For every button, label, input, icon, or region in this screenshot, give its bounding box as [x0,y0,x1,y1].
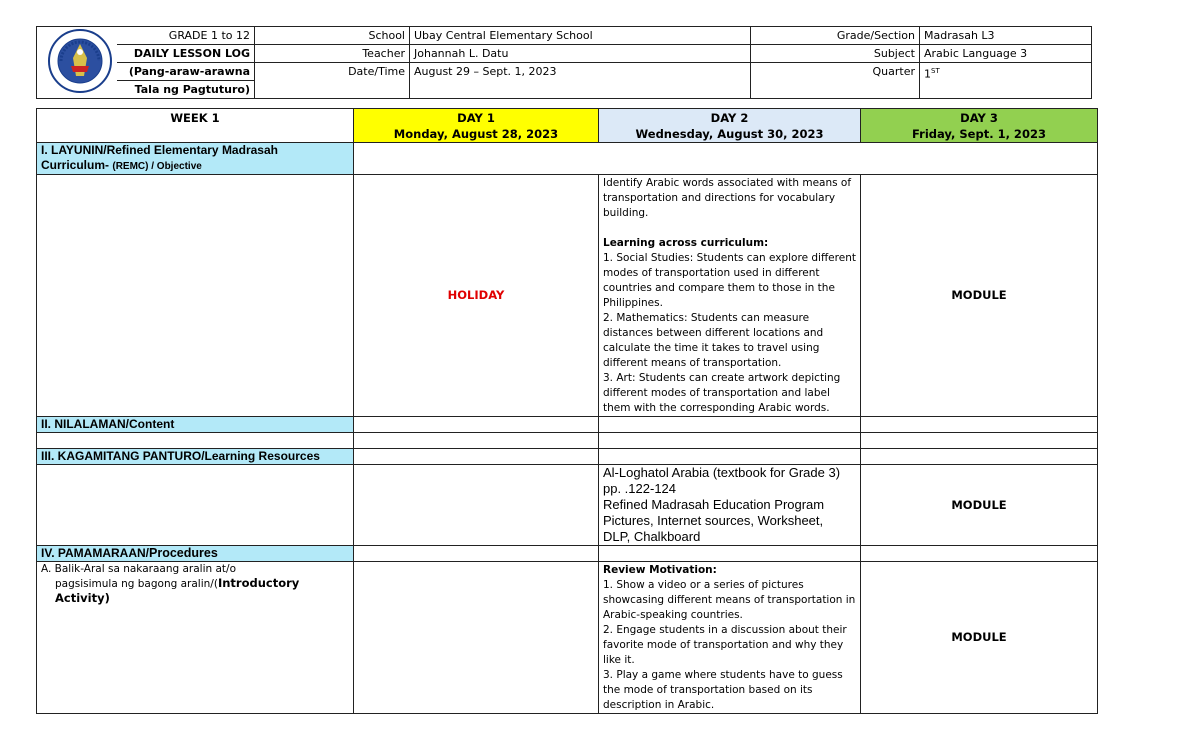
day2-date: Wednesday, August 30, 2023 [635,127,824,141]
procedure-a-label: A. Balik-Aral sa nakaraang aralin at/o pagsisimula ng bagong aralin/(Introductory Activity) [37,562,354,714]
teacher-value: Johannah L. Datu [410,45,751,63]
learning-across-title: Learning across curriculum: [603,237,769,249]
school-value: Ubay Central Elementary School [410,27,751,45]
day3-resources-module: MODULE [861,465,1098,546]
day3-header [861,109,1098,143]
grade-range: GRADE 1 to 12 [117,27,255,45]
quarter-value: 1ST [920,63,1092,99]
lesson-table [36,108,1098,714]
day1-header [354,109,599,143]
subject-label: Subject [751,45,920,63]
day2-resources [599,465,861,546]
teacher-label: Teacher [255,45,410,63]
day1-title: DAY 1 [457,111,495,125]
review-motivation-title: Review Motivation: [603,564,717,576]
day3-date: Friday, Sept. 1, 2023 [912,127,1046,141]
seal-cell [37,27,117,99]
section-content: II. NILALAMAN/Content [37,417,354,433]
section-procedures: IV. PAMAMARAAN/Procedures [37,546,354,562]
objective-spacer [354,143,1098,175]
holiday-label: HOLIDAY [354,175,599,417]
day1-date: Monday, August 28, 2023 [393,127,559,141]
lac-item: 1. Social Studies: Students can explore different modes of transportation used in different countries and compare them to those in the Philippines. [603,252,856,309]
lac-item: 3. Art: Students can create artwork depicting different modes of transportation and label them with the corresponding Arabic words. [603,372,841,414]
day2-objective [599,175,861,417]
resource-line: DLP, Chalkboard [603,529,701,544]
subject-value: Arabic Language 3 [920,45,1092,63]
lac-item: 2. Mathematics: Students can measure distances between different locations and calculate the time it takes to travel using different means of transportation. [603,312,824,369]
day2-title: DAY 2 [710,111,749,125]
procedure-item: 3. Play a game where students have to guess the mode of transportation based on its description in Arabic. [603,669,843,711]
day2-objective-intro: Identify Arabic words associated with means of transportation and directions for vocabulary building. [603,177,852,219]
grade-section-label: Grade/Section [751,27,920,45]
log-subtitle-1: (Pang-araw-arawna [117,63,255,81]
resource-line: Pictures, Internet sources, Worksheet, [603,513,824,528]
day3-procedure-module: MODULE [861,562,1098,714]
date-value: August 29 – Sept. 1, 2023 [410,63,751,99]
objective-label-cell [37,175,354,417]
log-subtitle-2: Tala ng Pagtuturo) [117,81,255,99]
resource-line: Al-Loghatol Arabia (textbook for Grade 3) [603,465,841,480]
procedure-item: 1. Show a video or a series of pictures showcasing different means of transportation in Arabic-speaking countries. [603,579,856,621]
header-table [36,26,1092,99]
deped-seal-icon [47,28,113,94]
procedure-item: 2. Engage students in a discussion about their favorite mode of transportation and why they like it. [603,624,847,666]
day2-procedure [599,562,861,714]
week-header: WEEK 1 [37,109,354,143]
log-title: DAILY LESSON LOG [117,45,255,63]
day3-objective-module: MODULE [861,175,1098,417]
day2-header [599,109,861,143]
quarter-label: Quarter [751,63,920,99]
day3-title: DAY 3 [960,111,998,125]
section-objective: I. LAYUNIN/Refined Elementary Madrasah Curriculum- (REMC) / Objective [37,143,354,175]
school-label: School [255,27,410,45]
resource-line: Refined Madrasah Education Program [603,497,825,512]
resource-line: pp. .122-124 [603,481,677,496]
section-resources: III. KAGAMITANG PANTURO/Learning Resources [37,449,354,465]
grade-section-value: Madrasah L3 [920,27,1092,45]
date-label: Date/Time [255,63,410,99]
